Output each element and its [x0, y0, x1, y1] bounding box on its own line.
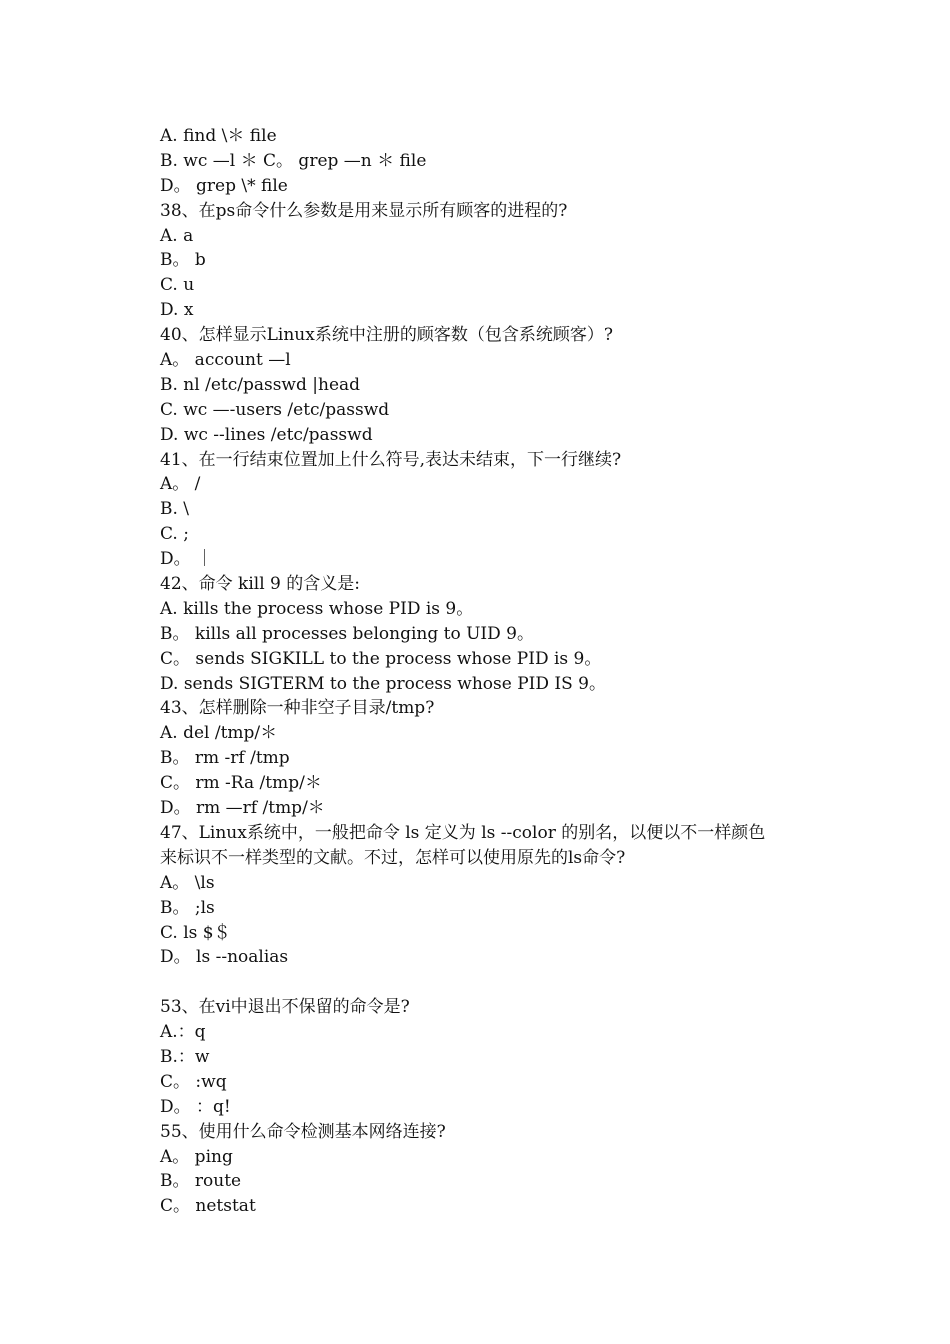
- text-line: C。 :wq: [160, 1071, 227, 1092]
- text-line: B. wc —l ＊ C。 grep —n ＊ file: [160, 150, 427, 171]
- text-line: C. wc —-users /etc/passwd: [160, 399, 390, 420]
- text-line: D。 ：q!: [160, 1096, 231, 1117]
- text-line: A.：q: [160, 1022, 206, 1043]
- text-line: A。 account —l: [160, 350, 291, 371]
- text-line: B。 rm -rf /tmp: [160, 748, 290, 769]
- text-line: 40、怎样显示Linux系统中注册的顾客数（包含系统顾客）?: [160, 325, 613, 346]
- text-line: D. wc --lines /etc/passwd: [160, 424, 373, 445]
- text-line: 42、命令 kill 9 的含义是:: [160, 574, 360, 595]
- text-line: D。 rm —rf /tmp/＊: [160, 798, 325, 819]
- text-line: A。 /: [160, 474, 201, 495]
- text-line: B. \: [160, 499, 190, 520]
- text-line: 53、在vi中退出不保留的命令是?: [160, 997, 410, 1018]
- text-line: D。 ls --noalias: [160, 947, 289, 968]
- text-line: D. x: [160, 300, 194, 321]
- text-line: C. ls $＄: [160, 922, 231, 943]
- text-line: A. a: [160, 225, 194, 246]
- text-line: A. del /tmp/＊: [160, 723, 278, 744]
- text-line: B. nl /etc/passwd |head: [160, 374, 361, 395]
- text-line: C. ;: [160, 524, 189, 545]
- text-line: 55、使用什么命令检测基本网络连接?: [160, 1121, 446, 1142]
- text-line: D。 grep \* file: [160, 175, 288, 196]
- text-line: A。 \ls: [160, 872, 215, 893]
- text-line: A。 ping: [160, 1146, 233, 1167]
- text-line: D. sends SIGTERM to the process whose PID IS 9。: [160, 673, 606, 694]
- text-line: C。 rm -Ra /tmp/＊: [160, 773, 322, 794]
- document-page: [160, 124, 820, 1219]
- text-line: B。 ;ls: [160, 897, 215, 918]
- text-line: C。 netstat: [160, 1196, 256, 1217]
- text-line: 47、Linux系统中，一般把命令 ls 定义为 ls --color 的别名，以便以不一样颜色: [160, 822, 766, 843]
- text-line: C. u: [160, 275, 195, 296]
- text-line: B.：w: [160, 1046, 210, 1067]
- text-line: B。 route: [160, 1171, 242, 1192]
- text-line: A. kills the process whose PID is 9。: [160, 598, 474, 619]
- text-line: 来标识不一样类型的文献。不过，怎样可以使用原先的ls命令?: [160, 847, 626, 868]
- text-line: 38、在ps命令什么参数是用来显示所有顾客的进程的?: [160, 200, 568, 221]
- text-line: B。 b: [160, 250, 206, 271]
- text-line: B。 kills all processes belonging to UID 9。: [160, 623, 534, 644]
- text-line: 41、在一行结束位置加上什么符号,表达未结束，下一行继续?: [160, 449, 622, 470]
- text-line: 43、怎样删除一种非空子目录/tmp?: [160, 698, 435, 719]
- text-line: A. find \＊ file: [160, 126, 277, 146]
- text-line: C。 sends SIGKILL to the process whose PID is 9。: [160, 648, 602, 669]
- text-line: D。 ｜: [160, 549, 214, 570]
- blank-line: [160, 970, 820, 995]
